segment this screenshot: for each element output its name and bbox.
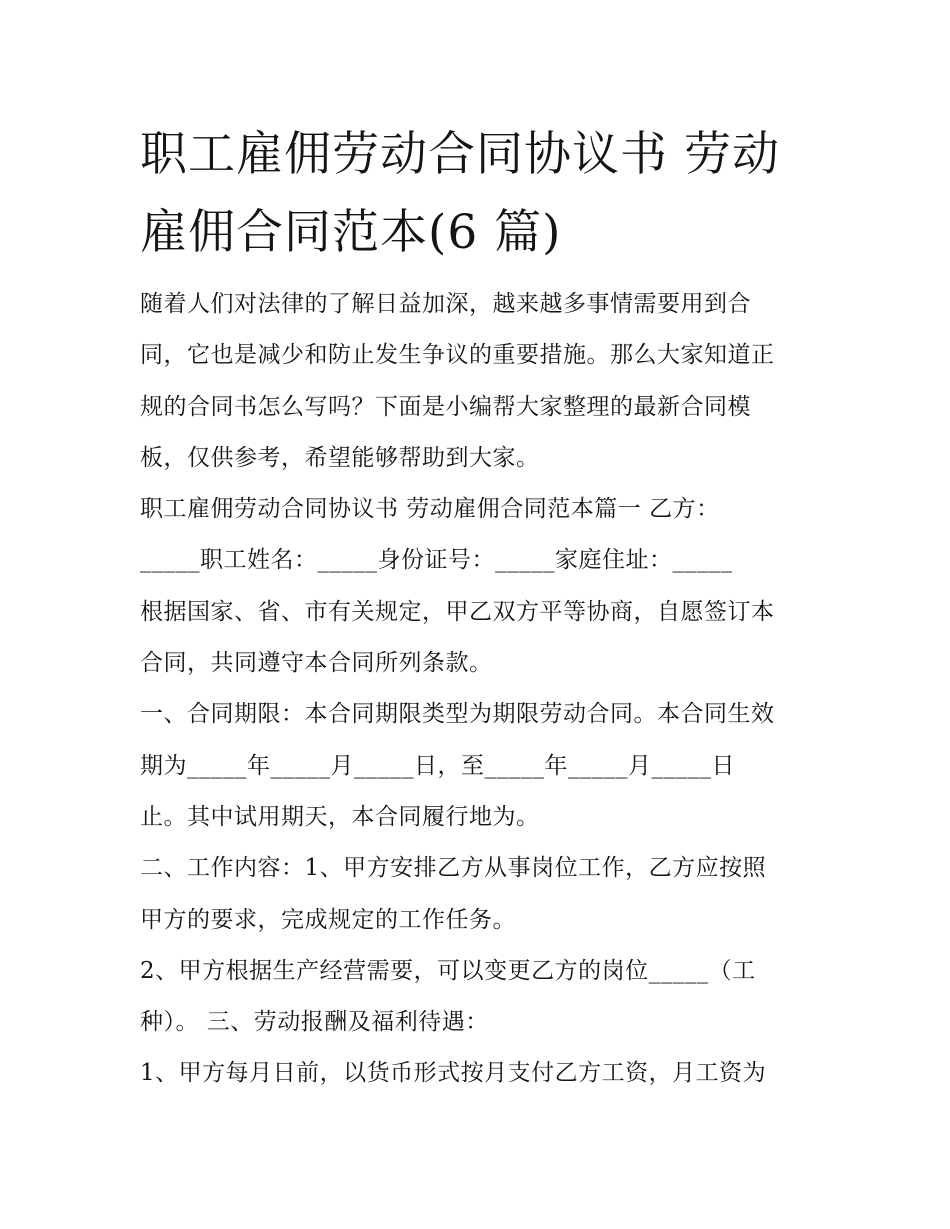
document-title — [140, 116, 840, 272]
body-line: 合同，共同遵守本合同所列条款。 — [140, 650, 493, 677]
date-blanks-line: 期为_____年_____月_____日，至_____年_____月_____日 — [140, 752, 735, 779]
body-line: 止。其中试用期天，本合同履行地为。 — [140, 803, 540, 830]
form-fields-line: _____职工姓名：_____身份证号：_____家庭住址：_____ — [140, 547, 733, 574]
title-line-2: 雇佣合同范本(6 篇) — [140, 205, 562, 260]
section-heading-line: 职工雇佣劳动合同协议书 劳动雇佣合同范本篇一 乙方： — [140, 496, 720, 523]
clause-line: 二、工作内容：1、甲方安排乙方从事岗位工作，乙方应按照 — [140, 855, 767, 882]
clause-line: 1、甲方每月日前，以货币形式按月支付乙方工资，月工资为 — [140, 1060, 767, 1087]
document-body — [140, 279, 830, 1100]
clause-line: 2、甲方根据生产经营需要，可以变更乙方的岗位_____（工 — [140, 957, 756, 984]
body-line: 板，仅供参考，希望能够帮助到大家。 — [140, 444, 540, 471]
title-line-1: 职工雇佣劳动合同协议书 劳动 — [140, 127, 780, 182]
body-line: 种）。 三、劳动报酬及福利待遇： — [140, 1009, 489, 1036]
body-line: 随着人们对法律的了解日益加深，越来越多事情需要用到合 — [140, 291, 751, 317]
body-line: 甲方的要求，完成规定的工作任务。 — [140, 906, 516, 933]
clause-line: 一、合同期限：本合同期限类型为期限劳动合同。本合同生效 — [140, 701, 775, 728]
body-line: 根据国家、省、市有关规定，甲乙双方平等协商，自愿签订本 — [140, 598, 775, 625]
body-line: 同，它也是减少和防止发生争议的重要措施。那么大家知道正 — [140, 342, 775, 369]
body-line: 规的合同书怎么写吗？下面是小编帮大家整理的最新合同模 — [140, 393, 751, 420]
